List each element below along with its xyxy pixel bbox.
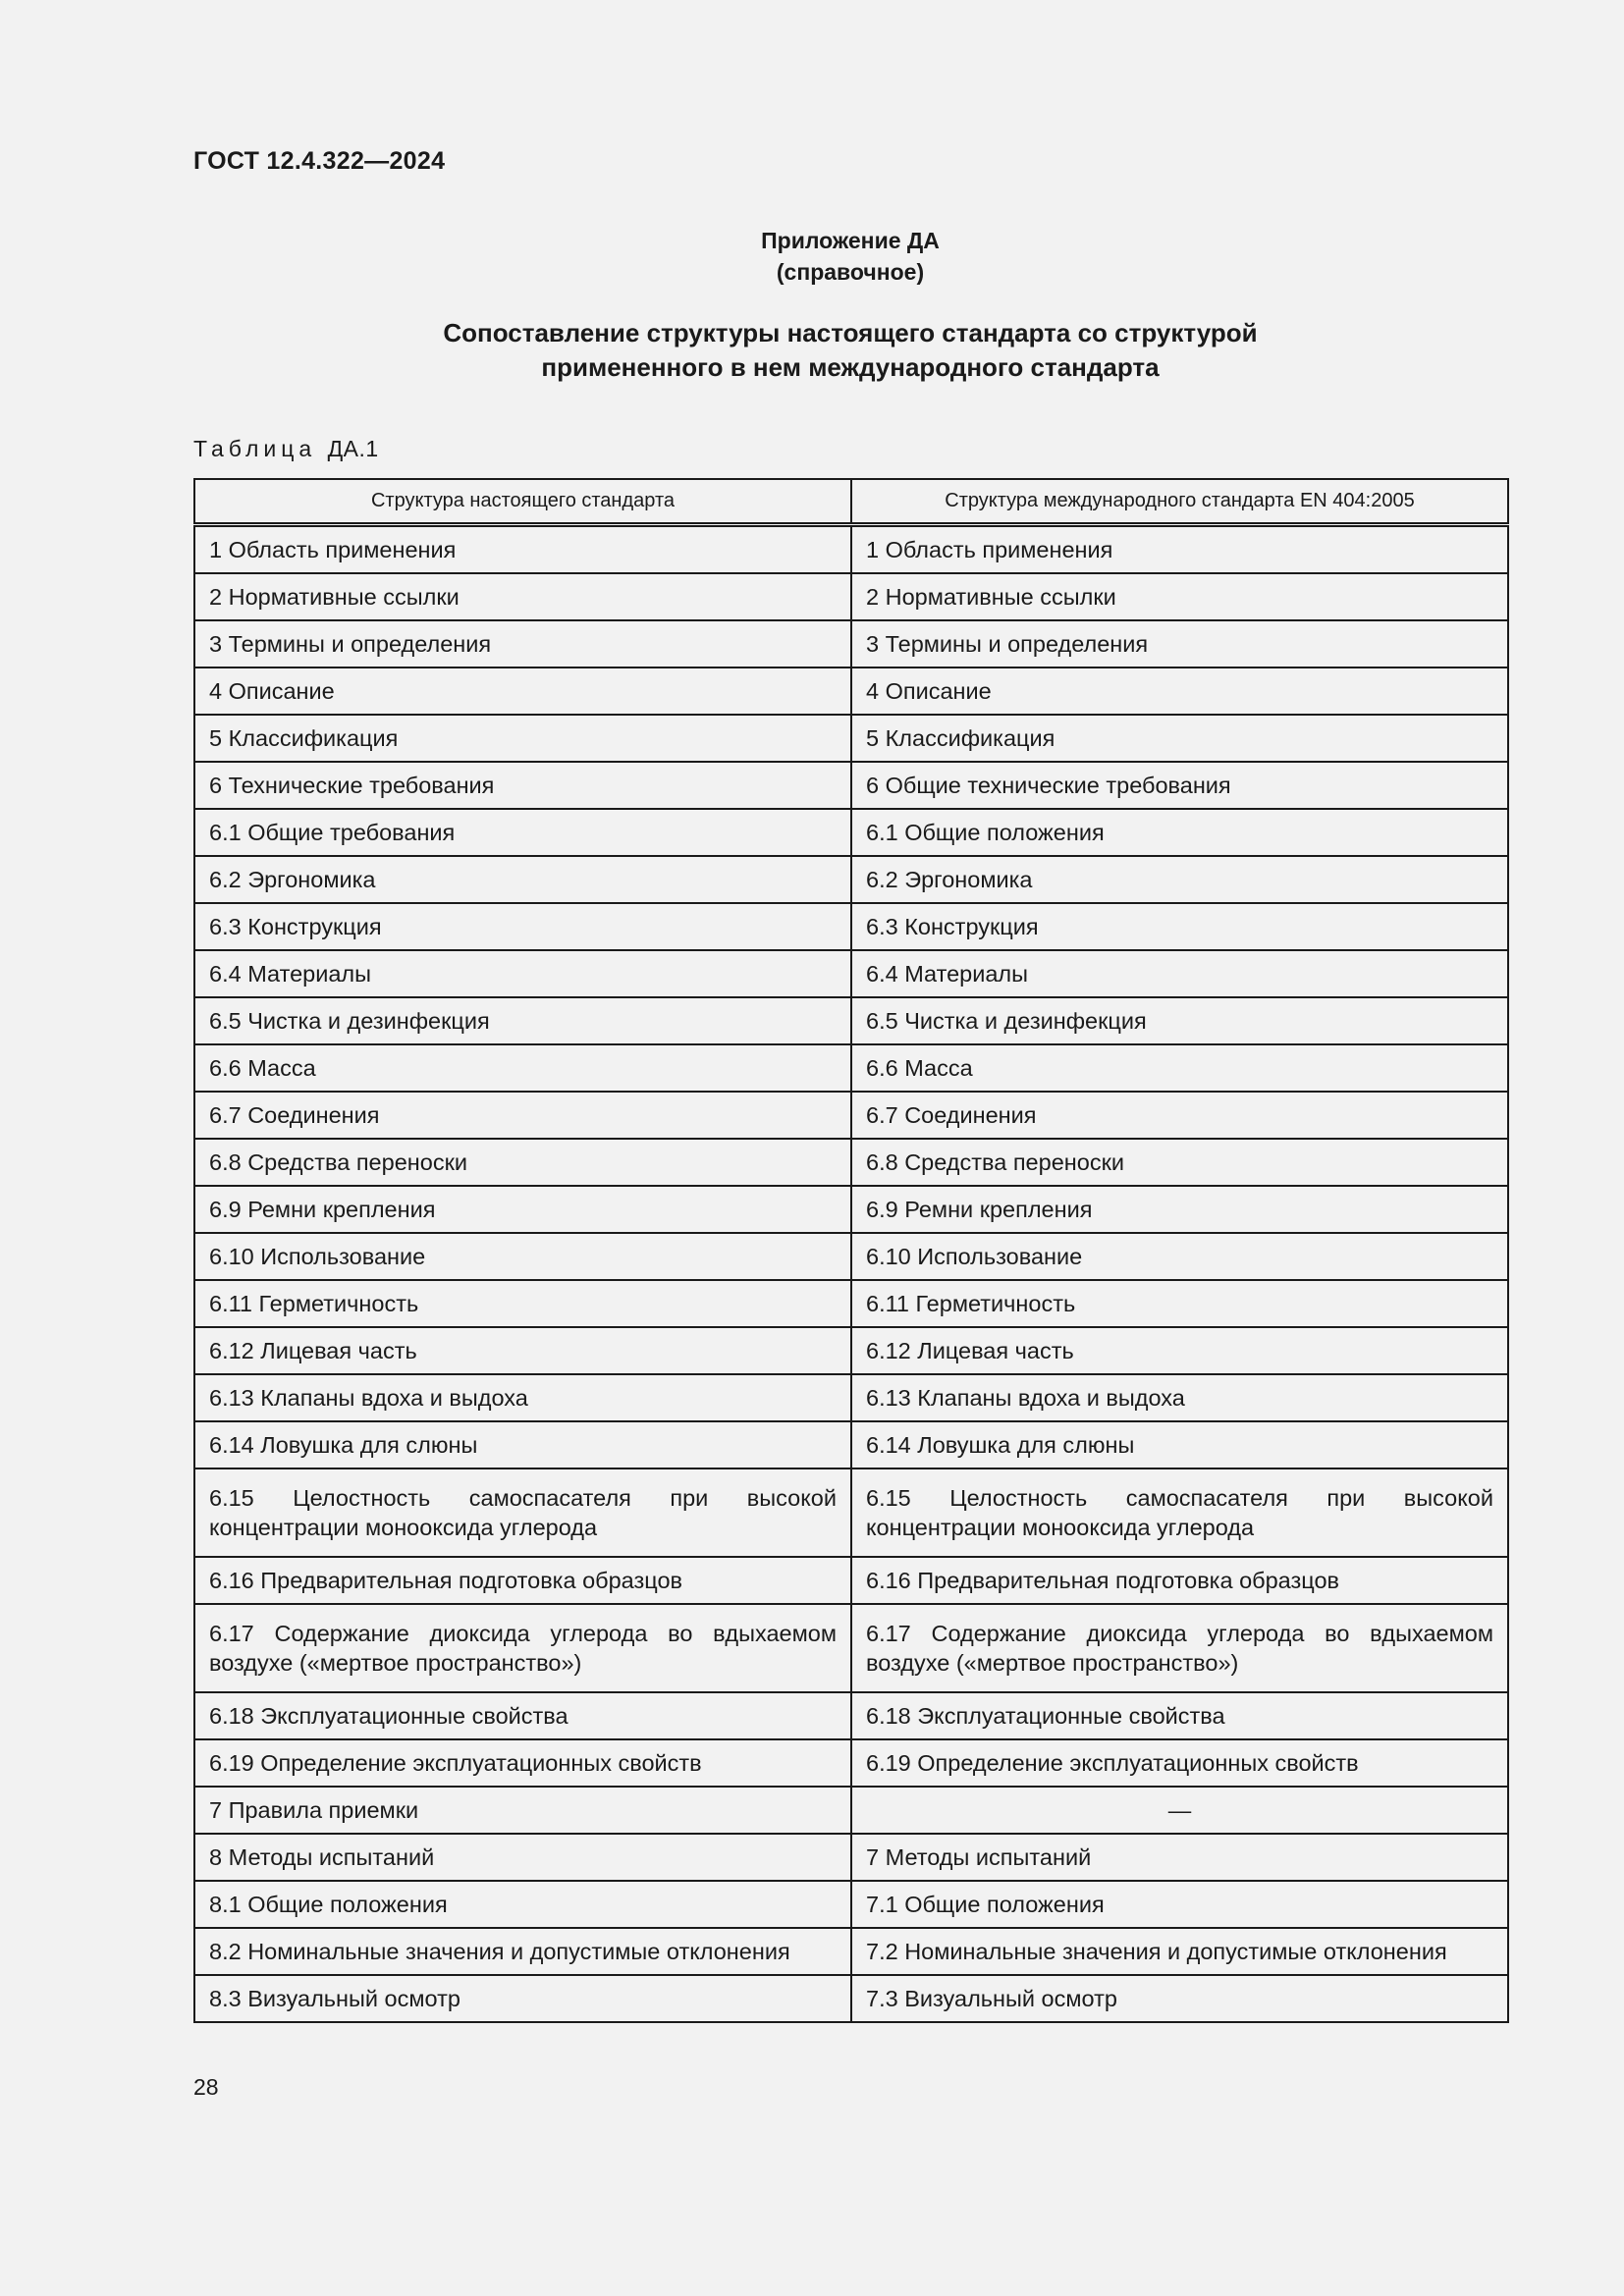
cell-international-standard: 4 Описание xyxy=(851,667,1508,715)
cell-this-standard: 6.6 Масса xyxy=(194,1044,851,1092)
appendix-title xyxy=(193,316,1507,385)
cell-international-standard: 6.9 Ремни крепления xyxy=(851,1186,1508,1233)
cell-this-standard: 6.1 Общие требования xyxy=(194,809,851,856)
cell-this-standard: 2 Нормативные ссылки xyxy=(194,573,851,620)
cell-international-standard: — xyxy=(851,1787,1508,1834)
cell-international-standard: 6 Общие технические требования xyxy=(851,762,1508,809)
appendix-label: Приложение ДА xyxy=(761,228,940,253)
cell-this-standard: 6.19 Определение эксплуатационных свойств xyxy=(194,1739,851,1787)
cell-international-standard: 6.11 Герметичность xyxy=(851,1280,1508,1327)
cell-international-standard: 3 Термины и определения xyxy=(851,620,1508,667)
appendix-status: (справочное) xyxy=(776,259,925,285)
table-row xyxy=(194,525,1508,574)
cell-international-standard: 6.2 Эргономика xyxy=(851,856,1508,903)
table-row xyxy=(194,809,1508,856)
cell-this-standard: 7 Правила приемки xyxy=(194,1787,851,1834)
cell-international-standard: 6.4 Материалы xyxy=(851,950,1508,997)
table-row xyxy=(194,1975,1508,2022)
cell-international-standard: 6.7 Соединения xyxy=(851,1092,1508,1139)
cell-international-standard: 6.10 Использование xyxy=(851,1233,1508,1280)
table-row xyxy=(194,1044,1508,1092)
cell-international-standard: 6.3 Конструкция xyxy=(851,903,1508,950)
cell-international-standard: 1 Область применения xyxy=(851,525,1508,574)
cell-this-standard: 8 Методы испытаний xyxy=(194,1834,851,1881)
cell-this-standard: 6 Технические требования xyxy=(194,762,851,809)
cell-international-standard: 6.19 Определение эксплуатационных свойств xyxy=(851,1739,1508,1787)
table-row xyxy=(194,667,1508,715)
structure-comparison-table xyxy=(193,478,1509,2023)
cell-this-standard: 6.18 Эксплуатационные свойства xyxy=(194,1692,851,1739)
cell-this-standard: 6.3 Конструкция xyxy=(194,903,851,950)
cell-this-standard: 6.9 Ремни крепления xyxy=(194,1186,851,1233)
cell-international-standard: 7.2 Номинальные значения и допустимые отклонения xyxy=(851,1928,1508,1975)
table-row xyxy=(194,1092,1508,1139)
table-row xyxy=(194,1374,1508,1421)
header-this-standard: Структура настоящего стандарта xyxy=(194,479,851,525)
cell-international-standard: 6.5 Чистка и дезинфекция xyxy=(851,997,1508,1044)
cell-this-standard: 6.16 Предварительная подготовка образцов xyxy=(194,1557,851,1604)
table-row xyxy=(194,1928,1508,1975)
cell-this-standard: 6.4 Материалы xyxy=(194,950,851,997)
cell-this-standard: 6.13 Клапаны вдоха и выдоха xyxy=(194,1374,851,1421)
cell-this-standard: 6.2 Эргономика xyxy=(194,856,851,903)
table-row xyxy=(194,1233,1508,1280)
cell-international-standard: 6.6 Масса xyxy=(851,1044,1508,1092)
cell-this-standard: 6.14 Ловушка для слюны xyxy=(194,1421,851,1468)
table-caption-word: Таблица xyxy=(193,436,317,461)
table-row xyxy=(194,762,1508,809)
table-row xyxy=(194,1327,1508,1374)
table-row xyxy=(194,1881,1508,1928)
cell-international-standard: 5 Классификация xyxy=(851,715,1508,762)
table-row xyxy=(194,950,1508,997)
cell-international-standard: 6.18 Эксплуатационные свойства xyxy=(851,1692,1508,1739)
table-row xyxy=(194,997,1508,1044)
appendix-title-line-2: примененного в нем международного стандарта xyxy=(541,352,1160,382)
table-row xyxy=(194,573,1508,620)
table-row xyxy=(194,1139,1508,1186)
cell-this-standard: 6.15 Целостность самоспасателя при высокой концентрации монооксида углерода xyxy=(194,1468,851,1557)
table-row xyxy=(194,1421,1508,1468)
table-row xyxy=(194,856,1508,903)
cell-international-standard: 6.8 Средства переноски xyxy=(851,1139,1508,1186)
table-row xyxy=(194,1834,1508,1881)
cell-this-standard: 5 Классификация xyxy=(194,715,851,762)
cell-this-standard: 6.5 Чистка и дезинфекция xyxy=(194,997,851,1044)
page-number: 28 xyxy=(193,2074,219,2100)
cell-international-standard: 7 Методы испытаний xyxy=(851,1834,1508,1881)
cell-this-standard: 6.8 Средства переноски xyxy=(194,1139,851,1186)
cell-this-standard: 6.10 Использование xyxy=(194,1233,851,1280)
cell-international-standard: 6.17 Содержание диоксида углерода во вдыхаемом воздухе («мертвое пространство») xyxy=(851,1604,1508,1692)
table-row xyxy=(194,1692,1508,1739)
header-international-standard: Структура международного стандарта EN 404:2005 xyxy=(851,479,1508,525)
cell-this-standard: 8.2 Номинальные значения и допустимые отклонения xyxy=(194,1928,851,1975)
cell-this-standard: 1 Область применения xyxy=(194,525,851,574)
cell-international-standard: 7.1 Общие положения xyxy=(851,1881,1508,1928)
cell-international-standard: 6.12 Лицевая часть xyxy=(851,1327,1508,1374)
cell-this-standard: 6.12 Лицевая часть xyxy=(194,1327,851,1374)
table-row xyxy=(194,715,1508,762)
table-row xyxy=(194,1787,1508,1834)
appendix-heading xyxy=(193,225,1507,288)
cell-international-standard: 6.1 Общие положения xyxy=(851,809,1508,856)
cell-this-standard: 6.11 Герметичность xyxy=(194,1280,851,1327)
cell-this-standard: 6.17 Содержание диоксида углерода во вдыхаемом воздухе («мертвое пространство») xyxy=(194,1604,851,1692)
cell-this-standard: 4 Описание xyxy=(194,667,851,715)
cell-this-standard: 8.3 Визуальный осмотр xyxy=(194,1975,851,2022)
cell-international-standard: 6.14 Ловушка для слюны xyxy=(851,1421,1508,1468)
table-row xyxy=(194,903,1508,950)
cell-international-standard: 7.3 Визуальный осмотр xyxy=(851,1975,1508,2022)
table-caption xyxy=(193,436,379,462)
table-row xyxy=(194,1739,1508,1787)
cell-international-standard: 6.16 Предварительная подготовка образцов xyxy=(851,1557,1508,1604)
table-row xyxy=(194,1557,1508,1604)
table-row xyxy=(194,1604,1508,1692)
table-row xyxy=(194,1468,1508,1557)
cell-this-standard: 6.7 Соединения xyxy=(194,1092,851,1139)
appendix-title-line-1: Сопоставление структуры настоящего стандарта со структурой xyxy=(443,318,1258,347)
table-row xyxy=(194,1280,1508,1327)
cell-this-standard: 8.1 Общие положения xyxy=(194,1881,851,1928)
table-header-row xyxy=(194,479,1508,525)
cell-international-standard: 2 Нормативные ссылки xyxy=(851,573,1508,620)
table-caption-number: ДА.1 xyxy=(327,436,379,461)
table-row xyxy=(194,620,1508,667)
cell-international-standard: 6.15 Целостность самоспасателя при высокой концентрации монооксида углерода xyxy=(851,1468,1508,1557)
table-body xyxy=(194,525,1508,2023)
standard-id: ГОСТ 12.4.322—2024 xyxy=(193,147,446,175)
table-row xyxy=(194,1186,1508,1233)
cell-international-standard: 6.13 Клапаны вдоха и выдоха xyxy=(851,1374,1508,1421)
cell-this-standard: 3 Термины и определения xyxy=(194,620,851,667)
